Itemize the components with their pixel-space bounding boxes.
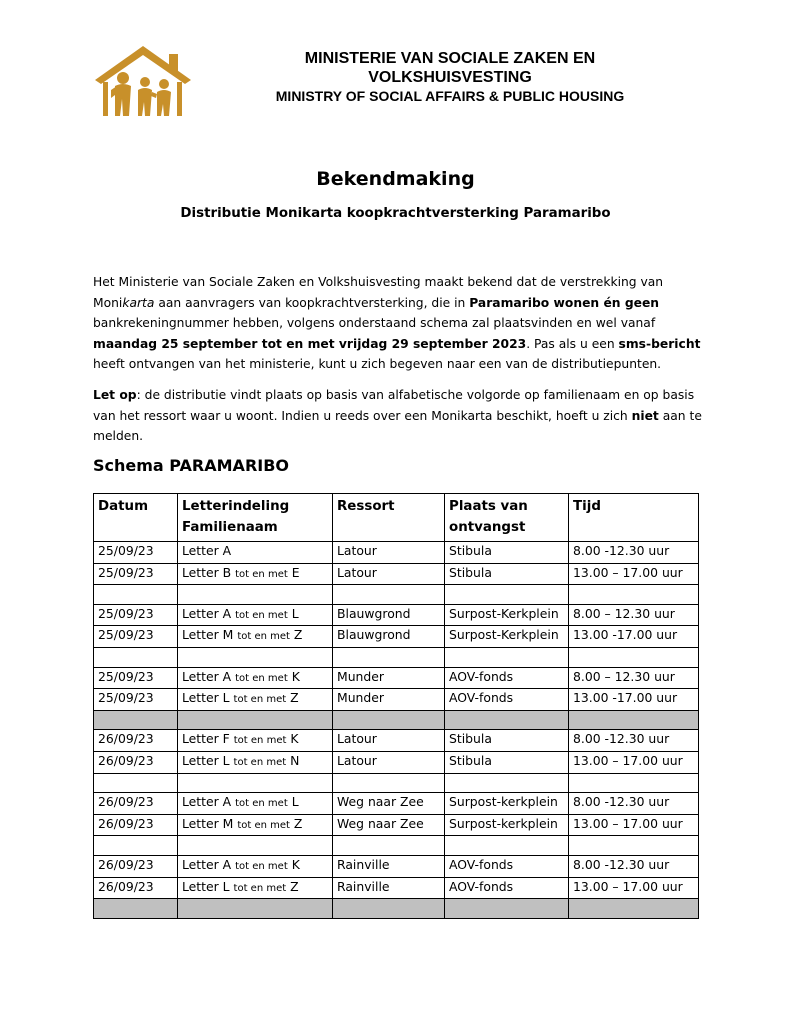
cell-ressort: Munder (333, 689, 445, 711)
cell-datum: 25/09/23 (94, 689, 178, 711)
table-row (94, 814, 699, 836)
cell-plaats: Stibula (445, 751, 569, 773)
cell-plaats: Surpost-kerkplein (445, 814, 569, 836)
cell-letter: Letter B tot en met E (178, 563, 333, 585)
intro-text-5: heeft ontvangen van het ministerie, kunt u zich begeven naar een van de distributiepunten. (93, 357, 662, 371)
cell-datum: 26/09/23 (94, 814, 178, 836)
cell-letter: Letter A tot en met L (178, 793, 333, 815)
col-header-datum: Datum (94, 494, 178, 542)
cell-ressort: Weg naar Zee (333, 814, 445, 836)
cell-plaats: AOV-fonds (445, 689, 569, 711)
ministry-name-nl-line2: VOLKSHUISVESTING (368, 69, 532, 86)
table-row (94, 667, 699, 689)
table-row (94, 626, 699, 648)
cell-plaats: Surpost-Kerkplein (445, 604, 569, 626)
cell-tijd: 8.00 -12.30 uur (569, 855, 699, 877)
cell-plaats: Stibula (445, 542, 569, 564)
cell-ressort: Munder (333, 667, 445, 689)
cell-plaats: AOV-fonds (445, 667, 569, 689)
cell-letter: Letter M tot en met Z (178, 814, 333, 836)
cell-tijd: 13.00 – 17.00 uur (569, 814, 699, 836)
table-row (94, 855, 699, 877)
cell-ressort: Latour (333, 751, 445, 773)
cell-datum: 25/09/23 (94, 604, 178, 626)
table-spacer-row (94, 647, 699, 667)
cell-ressort: Rainville (333, 855, 445, 877)
cell-datum: 26/09/23 (94, 855, 178, 877)
table-row (94, 542, 699, 564)
cell-datum: 26/09/23 (94, 751, 178, 773)
cell-letter: Letter F tot en met K (178, 730, 333, 752)
cell-tijd: 8.00 -12.30 uur (569, 730, 699, 752)
table-spacer-row (94, 836, 699, 856)
table-row (94, 793, 699, 815)
table-row (94, 751, 699, 773)
table-header-row (94, 494, 699, 542)
cell-ressort: Latour (333, 563, 445, 585)
cell-letter: Letter L tot en met Z (178, 689, 333, 711)
table-row (94, 877, 699, 899)
col-header-plaats: Plaats van ontvangst (445, 494, 569, 542)
cell-plaats: AOV-fonds (445, 877, 569, 899)
table-spacer-row (94, 773, 699, 793)
notice-text-2: aan te melden. (93, 408, 702, 443)
cell-plaats: Surpost-Kerkplein (445, 626, 569, 648)
cell-plaats: Surpost-kerkplein (445, 793, 569, 815)
notice-paragraph (93, 385, 703, 447)
cell-letter: Letter L tot en met N (178, 751, 333, 773)
col-header-ressort: Ressort (333, 494, 445, 542)
cell-ressort: Weg naar Zee (333, 793, 445, 815)
cell-datum: 26/09/23 (94, 730, 178, 752)
intro-text-1: Het Ministerie van Sociale Zaken en Volkshuisvesting maakt bekend dat de verstrekking van Moni (93, 275, 664, 310)
intro-text-2: aan aanvragers van koopkrachtversterking, die in (154, 295, 470, 310)
cell-letter: Letter M tot en met Z (178, 626, 333, 648)
col-header-letterindeling: Letterindeling Familienaam (178, 494, 333, 542)
cell-datum: 25/09/23 (94, 626, 178, 648)
cell-tijd: 13.00 – 17.00 uur (569, 751, 699, 773)
intro-bold-dates: maandag 25 september tot en met vrijdag 29 september 2023 (93, 336, 527, 351)
cell-letter: Letter A tot en met L (178, 604, 333, 626)
intro-text-3: bankrekeningnummer hebben, volgens onderstaand schema zal plaatsvinden en wel vanaf (93, 316, 656, 330)
ministry-logo (93, 44, 193, 120)
ministry-name-en: MINISTRY OF SOCIAL AFFAIRS & PUBLIC HOUSING (275, 88, 625, 104)
cell-plaats: Stibula (445, 563, 569, 585)
cell-ressort: Latour (333, 730, 445, 752)
cell-datum: 25/09/23 (94, 667, 178, 689)
cell-tijd: 8.00 – 12.30 uur (569, 667, 699, 689)
intro-bold-sms: sms-bericht (618, 336, 701, 351)
table-separator-row (94, 899, 699, 919)
cell-datum: 25/09/23 (94, 563, 178, 585)
table-row (94, 563, 699, 585)
cell-tijd: 8.00 -12.30 uur (569, 542, 699, 564)
ministry-name-nl-line1: MINISTERIE VAN SOCIALE ZAKEN EN (304, 50, 596, 67)
cell-ressort: Blauwgrond (333, 604, 445, 626)
intro-italic: karta (122, 295, 155, 310)
cell-datum: 25/09/23 (94, 542, 178, 564)
table-row (94, 730, 699, 752)
notice-bold-niet: niet (631, 408, 659, 423)
cell-tijd: 13.00 -17.00 uur (569, 689, 699, 711)
cell-letter: Letter A (178, 542, 333, 564)
page-subtitle: Distributie Monikarta koopkrachtversterking Paramaribo (180, 206, 611, 221)
cell-letter: Letter A tot en met K (178, 667, 333, 689)
cell-letter: Letter A tot en met K (178, 855, 333, 877)
cell-tijd: 13.00 – 17.00 uur (569, 563, 699, 585)
cell-ressort: Rainville (333, 877, 445, 899)
notice-text-1: : de distributie vindt plaats op basis van alfabetische volgorde op familienaam en op basis van het ressort waar u woont. Indien u reeds over een Monikarta beschikt, hoeft u zich (93, 388, 695, 423)
cell-datum: 26/09/23 (94, 877, 178, 899)
intro-bold-1: Paramaribo wonen én geen (469, 295, 660, 310)
page-title: Bekendmaking (316, 168, 475, 190)
notice-bold-letop: Let op (93, 388, 137, 402)
cell-datum: 26/09/23 (94, 793, 178, 815)
cell-tijd: 8.00 -12.30 uur (569, 793, 699, 815)
cell-tijd: 13.00 -17.00 uur (569, 626, 699, 648)
intro-text-4: . Pas als u een (526, 336, 619, 351)
cell-plaats: AOV-fonds (445, 855, 569, 877)
cell-ressort: Latour (333, 542, 445, 564)
col-header-tijd: Tijd (569, 494, 699, 542)
table-separator-row (94, 710, 699, 730)
schema-title: Schema PARAMARIBO (93, 456, 290, 475)
cell-ressort: Blauwgrond (333, 626, 445, 648)
intro-paragraph (93, 272, 703, 375)
cell-tijd: 8.00 – 12.30 uur (569, 604, 699, 626)
table-spacer-row (94, 585, 699, 605)
table-row (94, 689, 699, 711)
cell-tijd: 13.00 – 17.00 uur (569, 877, 699, 899)
cell-plaats: Stibula (445, 730, 569, 752)
cell-letter: Letter L tot en met Z (178, 877, 333, 899)
schedule-table (93, 493, 699, 919)
table-row (94, 604, 699, 626)
